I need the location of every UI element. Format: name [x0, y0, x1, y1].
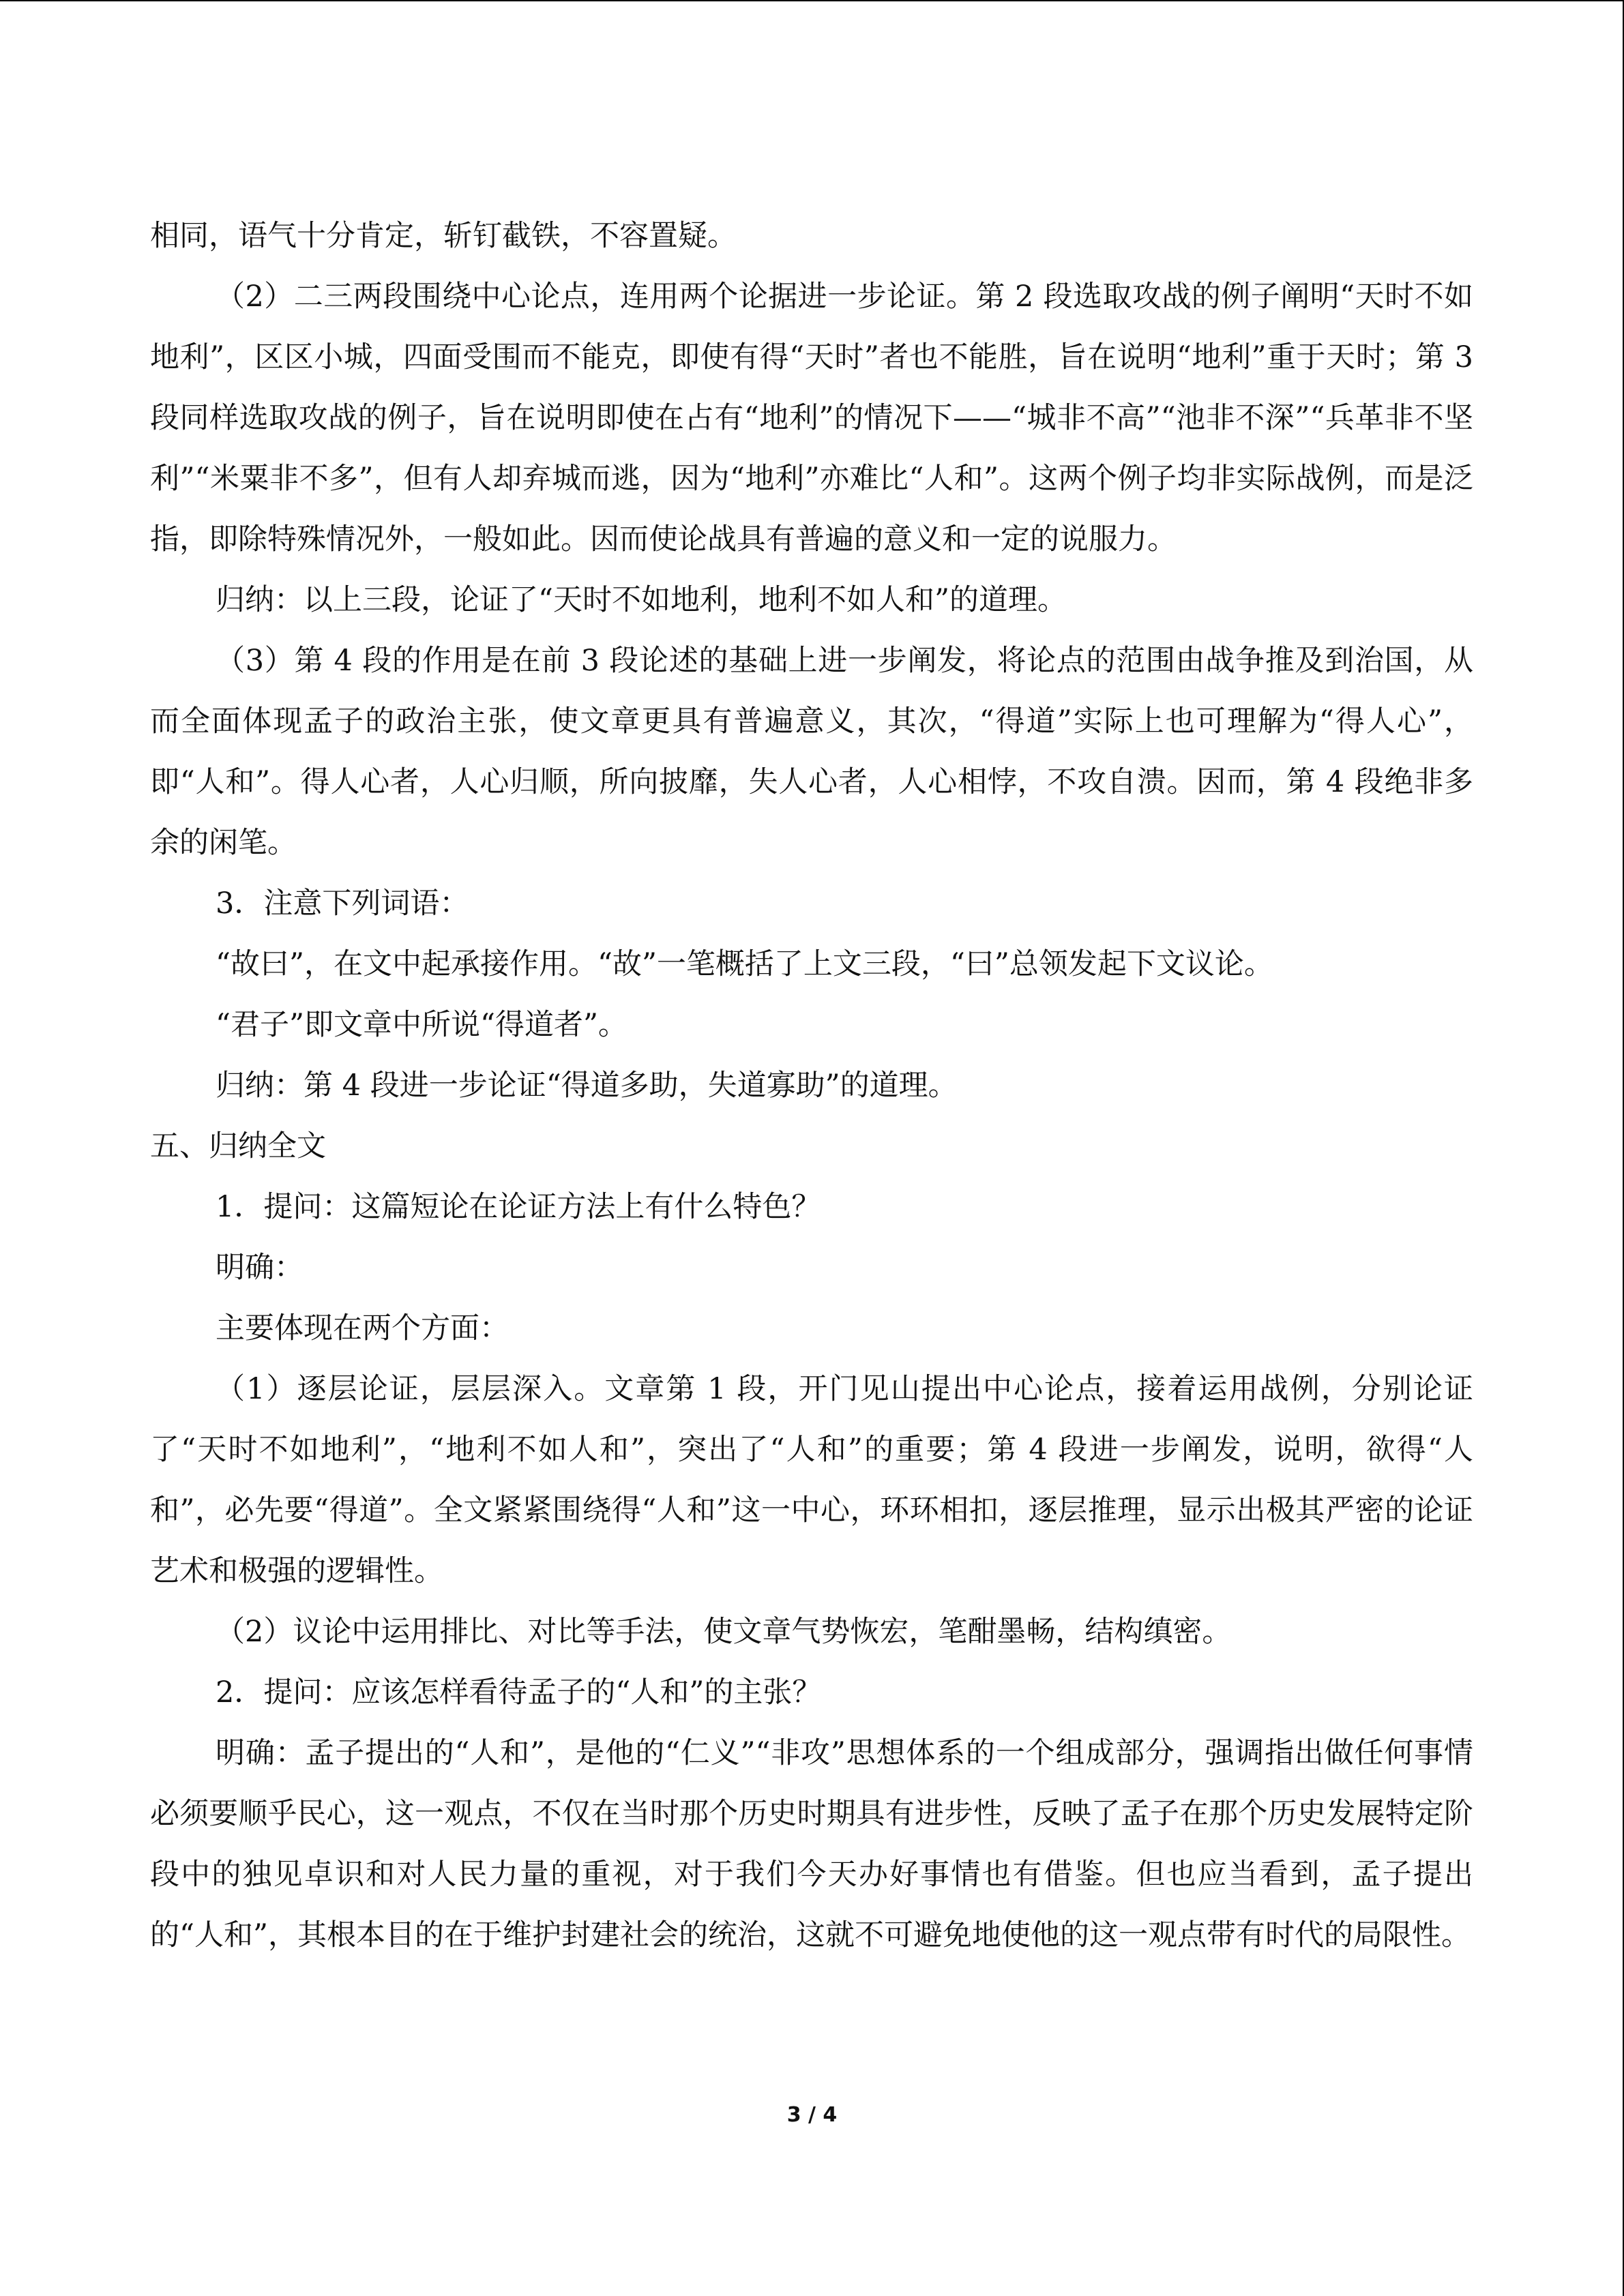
page-number: 3 / 4	[786, 2103, 838, 2127]
paragraph-question-1: 1．提问：这篇短论在论证方法上有什么特色？	[216, 1190, 821, 1224]
paragraph-junzi: “君子”即文章中所说“得道者”。	[216, 1008, 628, 1042]
paragraph-summary-1: 归纳：以上三段，论证了“天时不如地利，地利不如人和”的道理。	[216, 583, 1067, 617]
paragraph-continuation: 相同，语气十分肯定，斩钉截铁，不容置疑。	[150, 219, 737, 253]
document-body	[150, 206, 1473, 1966]
paragraph-answer-2: 明确：孟子提出的“人和”，是他的“仁义”“非攻”思想体系的一个组成部分，强调指出做任何事情必须要顺乎民心，这一观点，不仅在当时那个历史时期具有进步性，反映了孟子在那个历史发展特定阶段中的独见卓识和对人民力量的重视，对于我们今天办好事情也有借鉴。但也应当看到，孟子提出的“人和”，其根本目的在于维护封建社会的统治，这就不可避免地使他的这一观点带有时代的局限性。	[150, 1736, 1473, 1952]
paragraph-aspect-2: （2）议论中运用排比、对比等手法，使文章气势恢宏，笔酣墨畅，结构缜密。	[216, 1615, 1232, 1649]
paragraph-point-3: （3）第 4 段的作用是在前 3 段论述的基础上进一步阐发，将论点的范围由战争推及到治国，从而全面体现孟子的政治主张，使文章更具有普遍意义，其次，“得道”实际上也可理解为“得人心”，即“人和”。得人心者，人心归顺，所向披靡，失人心者，人心相悖，不攻自溃。因而，第 4 段绝非多余的闲笔。	[150, 644, 1473, 860]
paragraph-two-aspects: 主要体现在两个方面：	[216, 1311, 509, 1345]
paragraph-answer-label: 明确：	[216, 1251, 304, 1285]
paragraph-gu-yue: “故曰”，在文中起承接作用。“故”一笔概括了上文三段，“曰”总领发起下文议论。	[216, 947, 1273, 981]
paragraph-aspect-1: （1）逐层论证，层层深入。文章第 1 段，开门见山提出中心论点，接着运用战例，分别论证了“天时不如地利”，“地利不如人和”，突出了“人和”的重要；第 4 段进一步阐发，说明，欲得“人和”，必先要“得道”。全文紧紧围绕得“人和”这一中心，环环相扣，逐层推理，显示出极其严密的论证艺术和极强的逻辑性。	[150, 1372, 1473, 1588]
section-heading-summary: 五、归纳全文	[150, 1129, 326, 1163]
paragraph-heading-vocab: 3．注意下列词语：	[216, 886, 469, 921]
paragraph-summary-2: 归纳：第 4 段进一步论证“得道多助，失道寡助”的道理。	[216, 1069, 958, 1103]
paragraph-question-2: 2．提问：应该怎样看待孟子的“人和”的主张？	[216, 1675, 822, 1710]
paragraph-point-2: （2）二三两段围绕中心论点，连用两个论据进一步论证。第 2 段选取攻战的例子阐明“天时不如地利”，区区小城，四面受围而不能克，即使有得“天时”者也不能胜，旨在说明“地利”重于天时；第 3 段同样选取攻战的例子，旨在说明即使在占有“地利”的情况下——“城非不高”“池非不深”“兵革非不坚利”“米粟非不多”，但有人却弃城而逃，因为“地利”亦难比“人和”。这两个例子均非实际战例，而是泛指，即除特殊情况外，一般如此。因而使论战具有普遍的意义和一定的说服力。	[150, 280, 1473, 556]
